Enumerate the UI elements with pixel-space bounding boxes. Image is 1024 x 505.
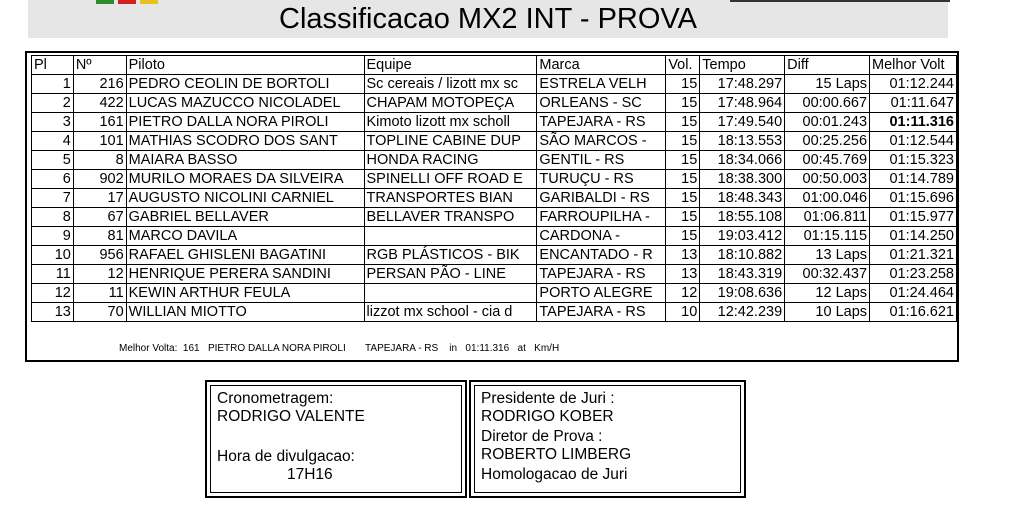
- cell-number: 902: [73, 170, 126, 189]
- column-header-diff: Diff: [785, 56, 870, 75]
- cell-pl: 11: [32, 265, 74, 284]
- cell-diff: 00:25.256: [785, 132, 870, 151]
- cell-melhor-volta: 01:12.244: [870, 75, 957, 94]
- cell-vol: 15: [666, 170, 700, 189]
- cell-pl: 10: [32, 246, 74, 265]
- cell-vol: 15: [666, 151, 700, 170]
- cell-marca: GARIBALDI - RS: [537, 189, 666, 208]
- cell-marca: TURUÇU - RS: [537, 170, 666, 189]
- cell-equipe: RGB PLÁSTICOS - BIK: [364, 246, 537, 265]
- cell-pl: 2: [32, 94, 74, 113]
- cell-pl: 6: [32, 170, 74, 189]
- cell-vol: 15: [666, 75, 700, 94]
- cell-diff: 00:01.243: [785, 113, 870, 132]
- cell-pl: 1: [32, 75, 74, 94]
- cell-number: 11: [73, 284, 126, 303]
- cell-tempo: 17:48.964: [700, 94, 785, 113]
- cell-number: 67: [73, 208, 126, 227]
- cell-vol: 15: [666, 227, 700, 246]
- cell-melhor-volta: 01:15.323: [870, 151, 957, 170]
- cell-diff: 12 Laps: [785, 284, 870, 303]
- cell-number: 70: [73, 303, 126, 322]
- cronometragem-name: RODRIGO VALENTE: [217, 408, 365, 425]
- cell-melhor-volta: 01:14.789: [870, 170, 957, 189]
- cell-diff: 01:15.115: [785, 227, 870, 246]
- cell-tempo: 12:42.239: [700, 303, 785, 322]
- cell-marca: ORLEANS - SC: [537, 94, 666, 113]
- cell-marca: SÃO MARCOS -: [537, 132, 666, 151]
- cell-vol: 12: [666, 284, 700, 303]
- table-row: [32, 265, 957, 284]
- cell-pl: 3: [32, 113, 74, 132]
- cell-diff: 13 Laps: [785, 246, 870, 265]
- cell-pl: 9: [32, 227, 74, 246]
- results-panel: [25, 51, 959, 362]
- cell-vol: 13: [666, 246, 700, 265]
- cell-pl: 7: [32, 189, 74, 208]
- cell-vol: 10: [666, 303, 700, 322]
- cell-number: 161: [73, 113, 126, 132]
- table-row: [32, 189, 957, 208]
- cell-number: 422: [73, 94, 126, 113]
- cell-piloto: GABRIEL BELLAVER: [126, 208, 364, 227]
- hora-value: 17H16: [287, 466, 333, 483]
- cell-diff: 10 Laps: [785, 303, 870, 322]
- table-row: [32, 246, 957, 265]
- cronometragem-label: Cronometragem:: [217, 390, 334, 407]
- column-header-equipe: Equipe: [364, 56, 537, 75]
- cell-equipe: SPINELLI OFF ROAD E: [364, 170, 537, 189]
- cell-tempo: 18:10.882: [700, 246, 785, 265]
- cell-equipe: CHAPAM MOTOPEÇA: [364, 94, 537, 113]
- cell-piloto: MURILO MORAES DA SILVEIRA: [126, 170, 364, 189]
- cell-melhor-volta: 01:14.250: [870, 227, 957, 246]
- cell-melhor-volta: 01:21.321: [870, 246, 957, 265]
- page-title: Classificacao MX2 INT - PROVA: [279, 3, 697, 35]
- table-row: [32, 208, 957, 227]
- column-header-number: Nº: [73, 56, 126, 75]
- cell-piloto: WILLIAN MIOTTO: [126, 303, 364, 322]
- cell-tempo: 18:38.300: [700, 170, 785, 189]
- cell-melhor-volta: 01:15.696: [870, 189, 957, 208]
- cell-vol: 15: [666, 189, 700, 208]
- cell-tempo: 18:13.553: [700, 132, 785, 151]
- cell-vol: 15: [666, 132, 700, 151]
- presidente-name: RODRIGO KOBER: [481, 408, 614, 425]
- column-header-pl: Pl: [32, 56, 74, 75]
- cell-diff: 00:50.003: [785, 170, 870, 189]
- cell-diff: 15 Laps: [785, 75, 870, 94]
- cell-number: 101: [73, 132, 126, 151]
- cell-tempo: 18:34.066: [700, 151, 785, 170]
- cell-tempo: 18:48.343: [700, 189, 785, 208]
- cell-equipe: lizzot mx school - cia d: [364, 303, 537, 322]
- cell-equipe: BELLAVER TRANSPO: [364, 208, 537, 227]
- cell-vol: 15: [666, 208, 700, 227]
- cell-vol: 15: [666, 113, 700, 132]
- cell-marca: TAPEJARA - RS: [537, 113, 666, 132]
- table-row: [32, 303, 957, 322]
- cell-diff: 00:45.769: [785, 151, 870, 170]
- homologacao-label: Homologacao de Juri: [481, 466, 628, 483]
- cell-piloto: MATHIAS SCODRO DOS SANT: [126, 132, 364, 151]
- cell-piloto: AUGUSTO NICOLINI CARNIEL: [126, 189, 364, 208]
- cell-melhor-volta: 01:16.621: [870, 303, 957, 322]
- cell-vol: 13: [666, 265, 700, 284]
- cell-number: 956: [73, 246, 126, 265]
- cell-equipe: HONDA RACING: [364, 151, 537, 170]
- cell-piloto: MAIARA BASSO: [126, 151, 364, 170]
- cell-diff: 01:06.811: [785, 208, 870, 227]
- table-row: [32, 94, 957, 113]
- cell-number: 216: [73, 75, 126, 94]
- cell-equipe: [364, 284, 537, 303]
- table-row: [32, 151, 957, 170]
- timing-box: [205, 380, 467, 498]
- table-row: [32, 132, 957, 151]
- cell-melhor-volta: 01:24.464: [870, 284, 957, 303]
- cell-number: 17: [73, 189, 126, 208]
- column-header-piloto: Piloto: [126, 56, 364, 75]
- column-header-vol: Vol.: [666, 56, 700, 75]
- cell-equipe: TRANSPORTES BIAN: [364, 189, 537, 208]
- cell-tempo: 18:55.108: [700, 208, 785, 227]
- table-header-row: [32, 56, 957, 75]
- cell-marca: CARDONA -: [537, 227, 666, 246]
- results-table: [31, 55, 957, 322]
- cell-tempo: 18:43.319: [700, 265, 785, 284]
- cell-number: 8: [73, 151, 126, 170]
- column-header-tempo: Tempo: [700, 56, 785, 75]
- fastest-lap-summary: Melhor Volta: 161 PIETRO DALLA NORA PIROLI TAPEJARA - RS in 01:11.316 at Km/H: [119, 343, 560, 354]
- cell-vol: 15: [666, 94, 700, 113]
- cell-piloto: PEDRO CEOLIN DE BORTOLI: [126, 75, 364, 94]
- cell-equipe: [364, 227, 537, 246]
- cell-equipe: TOPLINE CABINE DUP: [364, 132, 537, 151]
- diretor-name: ROBERTO LIMBERG: [481, 446, 632, 463]
- top-rule: [730, 0, 950, 2]
- column-header-marca: Marca: [537, 56, 666, 75]
- cell-tempo: 17:49.540: [700, 113, 785, 132]
- cell-piloto: HENRIQUE PERERA SANDINI: [126, 265, 364, 284]
- table-row: [32, 170, 957, 189]
- cell-number: 81: [73, 227, 126, 246]
- cell-equipe: Sc cereais / lizott mx sc: [364, 75, 537, 94]
- cell-equipe: PERSAN PÃO - LINE: [364, 265, 537, 284]
- table-row: [32, 113, 957, 132]
- cell-piloto: PIETRO DALLA NORA PIROLI: [126, 113, 364, 132]
- cell-piloto: MARCO DAVILA: [126, 227, 364, 246]
- cell-diff: 01:00.046: [785, 189, 870, 208]
- presidente-label: Presidente de Juri :: [481, 390, 615, 407]
- cell-pl: 13: [32, 303, 74, 322]
- cell-number: 12: [73, 265, 126, 284]
- cell-marca: ENCANTADO - R: [537, 246, 666, 265]
- title-bar: [28, 0, 948, 38]
- cell-marca: TAPEJARA - RS: [537, 303, 666, 322]
- cell-diff: 00:32.437: [785, 265, 870, 284]
- cell-pl: 12: [32, 284, 74, 303]
- table-row: [32, 75, 957, 94]
- cell-pl: 5: [32, 151, 74, 170]
- cell-equipe: Kimoto lizott mx scholl: [364, 113, 537, 132]
- cell-marca: ESTRELA VELH: [537, 75, 666, 94]
- hora-label: Hora de divulgacao:: [217, 448, 355, 465]
- table-row: [32, 284, 957, 303]
- cell-diff: 00:00.667: [785, 94, 870, 113]
- cell-piloto: RAFAEL GHISLENI BAGATINI: [126, 246, 364, 265]
- cell-marca: TAPEJARA - RS: [537, 265, 666, 284]
- cell-melhor-volta: 01:23.258: [870, 265, 957, 284]
- cell-tempo: 17:48.297: [700, 75, 785, 94]
- cell-melhor-volta-best: 01:11.316: [870, 113, 957, 132]
- diretor-label: Diretor de Prova :: [481, 428, 603, 445]
- cell-melhor-volta: 01:12.544: [870, 132, 957, 151]
- jury-box: [469, 380, 746, 498]
- cell-marca: PORTO ALEGRE: [537, 284, 666, 303]
- cell-pl: 8: [32, 208, 74, 227]
- cell-piloto: KEWIN ARTHUR FEULA: [126, 284, 364, 303]
- column-header-melhor-volta: Melhor Volt: [870, 56, 957, 75]
- table-row: [32, 227, 957, 246]
- cell-pl: 4: [32, 132, 74, 151]
- cell-marca: FARROUPILHA -: [537, 208, 666, 227]
- cell-melhor-volta: 01:11.647: [870, 94, 957, 113]
- cell-tempo: 19:03.412: [700, 227, 785, 246]
- cell-melhor-volta: 01:15.977: [870, 208, 957, 227]
- cell-marca: GENTIL - RS: [537, 151, 666, 170]
- cell-tempo: 19:08.636: [700, 284, 785, 303]
- cell-piloto: LUCAS MAZUCCO NICOLADEL: [126, 94, 364, 113]
